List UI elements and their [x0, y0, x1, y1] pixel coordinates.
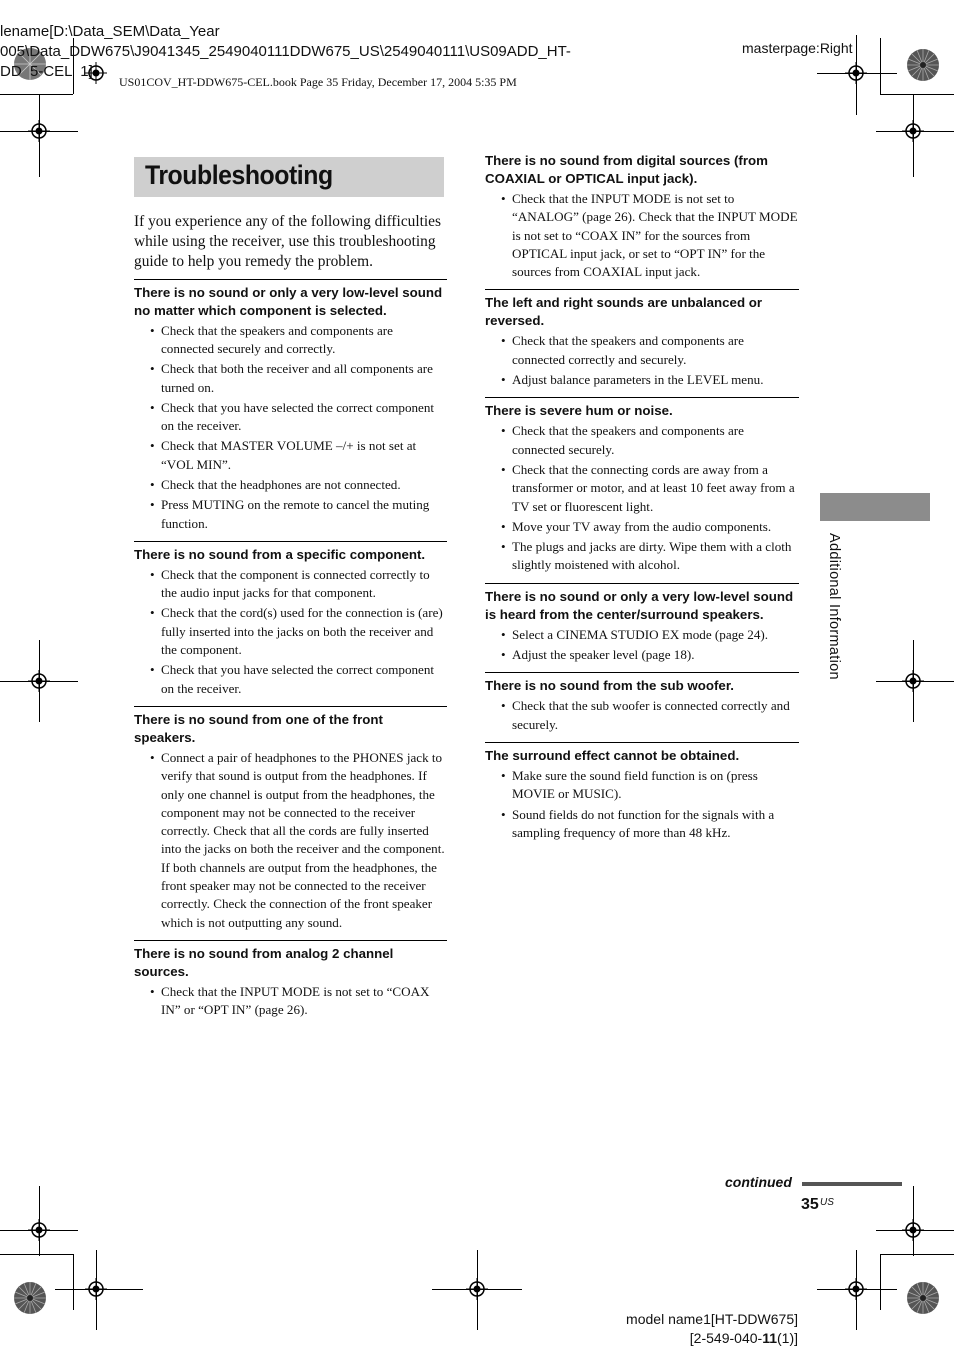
registration-target-icon — [466, 1278, 488, 1300]
remedy-item — [485, 190, 799, 281]
bullet-icon: • — [150, 605, 155, 621]
trouble-section — [485, 583, 799, 665]
trouble-section — [485, 397, 799, 574]
registration-target-icon — [902, 120, 924, 142]
remedy-text: Check that MASTER VOLUME –/+ is not set at “VOL MIN”. — [161, 438, 417, 472]
remedy-text: The plugs and jacks are dirty. Wipe them with a cloth slightly moistened with alcohol. — [512, 539, 792, 573]
color-rosette-icon — [906, 1281, 940, 1315]
part-number-prefix: [2-549-040- — [689, 1330, 763, 1346]
bullet-icon: • — [150, 322, 155, 338]
remedy-item — [485, 371, 799, 389]
remedy-item — [134, 749, 447, 932]
remedy-item — [134, 360, 447, 397]
bullet-icon: • — [501, 647, 506, 663]
right-column — [485, 152, 799, 850]
bullet-icon: • — [501, 372, 506, 388]
remedy-item — [485, 626, 799, 644]
color-rosette-icon — [906, 48, 940, 82]
remedy-list — [134, 322, 447, 533]
remedy-text: Sound fields do not function for the signals with a sampling frequency of more than 48 kHz. — [512, 806, 775, 840]
section-heading: The surround effect cannot be obtained. — [485, 747, 740, 763]
remedy-text: Check that the headphones are not connected. — [161, 476, 401, 492]
bullet-icon: • — [150, 662, 155, 678]
part-number-suffix: (1)] — [777, 1330, 798, 1346]
registration-target-icon — [28, 120, 50, 142]
remedy-item — [134, 604, 447, 659]
remedy-list — [485, 190, 799, 281]
section-heading: There is no sound from one of the front speakers. — [134, 711, 383, 745]
section-heading: There is no sound from the sub woofer. — [485, 678, 734, 694]
continued-label: continued — [725, 1174, 792, 1190]
remedy-item — [485, 422, 799, 459]
remedy-text: Check that you have selected the correct component on the receiver. — [161, 399, 435, 434]
bullet-icon: • — [150, 566, 155, 582]
remedy-text: Check that the speakers and components are connected securely and correctly. — [161, 322, 393, 356]
bullet-icon: • — [501, 333, 506, 349]
bullet-icon: • — [150, 497, 155, 513]
bullet-icon: • — [501, 518, 506, 534]
page-title: Troubleshooting — [145, 160, 333, 190]
bullet-icon: • — [501, 461, 506, 477]
bullet-icon: • — [501, 626, 506, 642]
registration-target-icon — [85, 1278, 107, 1300]
registration-target-icon — [845, 1278, 867, 1300]
remedy-item — [134, 496, 447, 533]
remedy-text: Check that the component is connected correctly to the audio input jacks for that component. — [161, 566, 430, 601]
remedy-item — [485, 697, 799, 734]
trouble-section — [134, 541, 447, 698]
remedy-text: Check that the INPUT MODE is not set to “COAX IN” or “OPT IN” (page 26). — [161, 983, 430, 1018]
remedy-text: Make sure the sound field function is on (press MOVIE or MUSIC). — [512, 767, 758, 802]
bullet-icon: • — [150, 983, 155, 999]
bullet-icon: • — [501, 423, 506, 439]
bullet-icon: • — [501, 767, 506, 783]
remedy-text: Check that you have selected the correct component on the receiver. — [161, 662, 435, 696]
remedy-list — [485, 626, 799, 665]
bullet-icon: • — [501, 191, 506, 206]
remedy-text: Check that the sub woofer is connected correctly and securely. — [512, 698, 790, 732]
remedy-item — [485, 767, 799, 804]
remedy-item — [485, 538, 799, 575]
remedy-list — [485, 332, 799, 389]
remedy-text: Connect a pair of headphones to the PHONES jack to verify that sound is output from the headphones. If only one channel is output from the headphones, the component may not be connected to the receiver correctly. Check that all the cords are fully inserted into the jacks on both the receiver and the component. If both channels are output from the headphones, the front speaker may not be connected to the receiver correctly. Check the connection of the front speaker which is not outputting any sound. — [161, 749, 445, 930]
remedy-text: Press MUTING on the remote to cancel the muting function. — [161, 497, 430, 531]
continued-bar — [802, 1182, 902, 1186]
trouble-section — [485, 742, 799, 842]
remedy-text: Check that the speakers and components are connected securely. — [512, 423, 744, 457]
bullet-icon: • — [501, 698, 506, 714]
part-number-bold: 11 — [762, 1330, 777, 1346]
remedy-item — [134, 399, 447, 436]
remedy-list — [485, 422, 799, 574]
remedy-item — [485, 518, 799, 536]
remedy-text: Select a CINEMA STUDIO EX mode (page 24). — [512, 626, 768, 642]
registration-target-icon — [902, 1219, 924, 1241]
remedy-text: Check that both the receiver and all components are turned on. — [161, 361, 433, 395]
section-tab-label: Additional Information — [826, 533, 842, 680]
section-heading: The left and right sounds are unbalanced or reversed. — [485, 295, 763, 329]
remedy-item — [134, 476, 447, 494]
remedy-text: Check that the connecting cords are away from a transformer or motor, and at least 10 feet away from a TV set or fluorescent light. — [512, 461, 795, 514]
remedy-item — [485, 646, 799, 664]
bullet-icon: • — [501, 806, 506, 822]
trouble-section — [485, 152, 799, 281]
left-section-list — [134, 279, 447, 1020]
registration-target-icon — [845, 62, 867, 84]
trouble-section — [134, 279, 447, 533]
intro-paragraph: If you experience any of the following difficulties while using the receiver, use this troubleshooting guide to help you remedy the problem. — [134, 213, 442, 271]
left-column — [134, 212, 447, 1028]
remedy-item — [134, 661, 447, 698]
trouble-section — [134, 940, 447, 1020]
masterpage-label: masterpage:Right — [742, 40, 853, 56]
registration-target-icon — [28, 1219, 50, 1241]
part-number-line — [690, 1330, 798, 1346]
remedy-item — [134, 437, 447, 474]
remedy-text: Check that the cord(s) used for the connection is (are) fully inserted into the jacks on both the receiver and the component. — [161, 605, 443, 658]
remedy-text: Check that the INPUT MODE is not set to “ANALOG” (page 26). Check that the INPUT MODE is not set to “COAX IN” for the sources from OPTICAL input jack, or set to “OPT IN” for the sources from COAXIAL input jack. — [512, 191, 798, 280]
section-heading: There is no sound from analog 2 channel sources. — [134, 945, 394, 979]
registration-target-icon — [902, 670, 924, 692]
remedy-item — [485, 461, 799, 516]
section-tab — [820, 493, 930, 521]
bullet-icon: • — [150, 476, 155, 492]
remedy-list — [134, 566, 447, 698]
remedy-text: Adjust the speaker level (page 18). — [512, 647, 695, 663]
right-section-list — [485, 152, 799, 842]
file-path-slug: lename[D:\Data_SEM\Data_Year 005\Data_DDW675\J9041345_2549040111DDW675_US\2549040111\US09ADD_HT- DD 5-CEL 1] — [0, 23, 571, 80]
remedy-item — [134, 983, 447, 1020]
remedy-list — [485, 697, 799, 734]
trouble-section — [485, 672, 799, 734]
bullet-icon: • — [150, 361, 155, 377]
remedy-text: Move your TV away from the audio components. — [512, 518, 772, 534]
section-heading: There is no sound or only a very low-level sound is heard from the center/surround speakers. — [485, 588, 794, 622]
bullet-icon: • — [150, 749, 155, 765]
trouble-section — [485, 289, 799, 389]
remedy-text: Check that the speakers and components are connected correctly and securely. — [512, 333, 744, 367]
remedy-list — [134, 983, 447, 1020]
remedy-item — [485, 806, 799, 843]
registration-target-icon — [28, 670, 50, 692]
remedy-item — [134, 322, 447, 359]
remedy-item — [485, 332, 799, 369]
page-number: 35 — [801, 1196, 819, 1213]
remedy-list — [485, 767, 799, 842]
section-heading: There is no sound or only a very low-level sound no matter which component is selected. — [134, 284, 443, 318]
bullet-icon: • — [150, 438, 155, 454]
section-heading: There is no sound from a specific component. — [134, 546, 426, 562]
page-number-suffix: US — [820, 1197, 834, 1208]
section-heading: There is severe hum or noise. — [485, 403, 673, 419]
remedy-item — [134, 566, 447, 603]
color-rosette-icon — [13, 1281, 47, 1315]
bullet-icon: • — [150, 399, 155, 415]
model-name-line: model name1[HT-DDW675] — [626, 1311, 798, 1327]
remedy-text: Adjust balance parameters in the LEVEL menu. — [512, 372, 764, 388]
book-info-line: US01COV_HT-DDW675-CEL.book Page 35 Friday, December 17, 2004 5:35 PM — [119, 75, 517, 89]
bullet-icon: • — [501, 539, 506, 555]
remedy-list — [134, 749, 447, 932]
section-heading: There is no sound from digital sources (from COAXIAL or OPTICAL input jack). — [485, 153, 768, 186]
trouble-section — [134, 706, 447, 932]
